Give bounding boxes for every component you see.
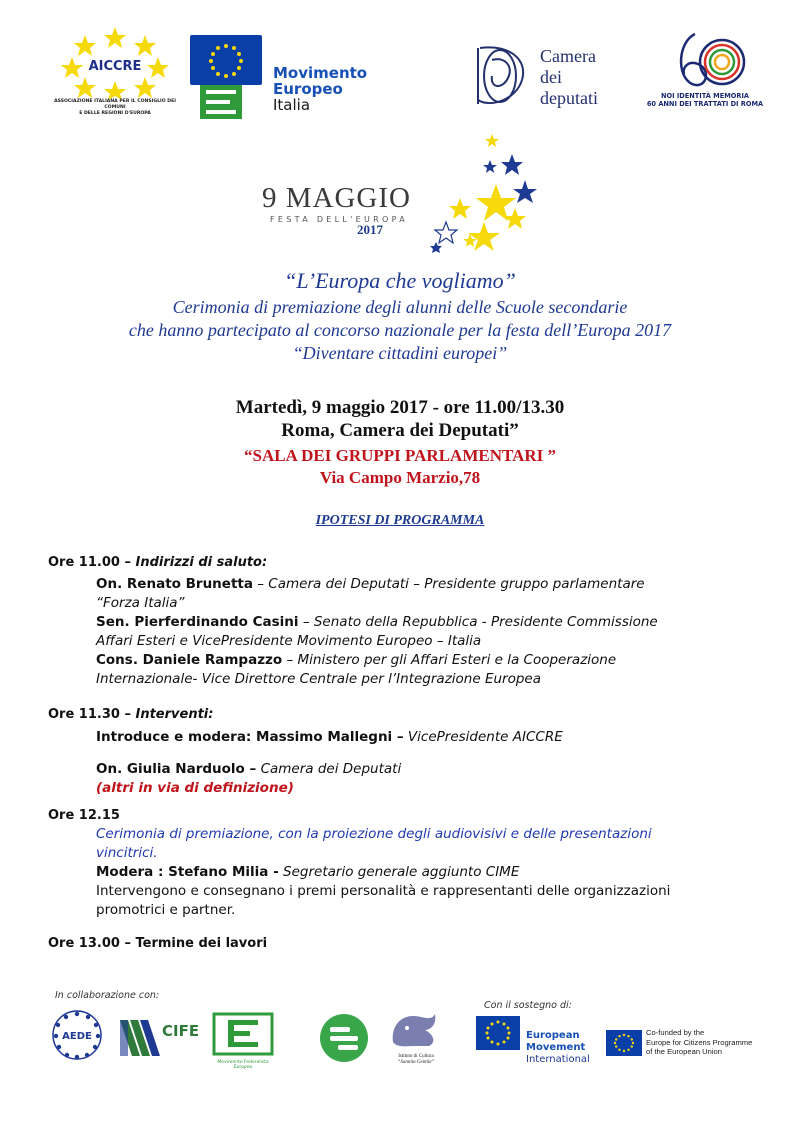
green-circle-e-icon [318, 1012, 370, 1064]
me-line-1: Movimento [273, 64, 368, 82]
session-4-time: Ore 13.00 [48, 936, 120, 951]
event-title: “L’Europa che vogliamo” [284, 268, 516, 293]
speaker-rampazzo-role: Internazionale- Vice Direttore Centrale per l’Integrazione Europea [96, 671, 541, 687]
speaker-casini-role: Affari Esteri e VicePresidente Movimento Europeo – Italia [96, 633, 482, 649]
support-label: Con il sostegno di: [484, 1000, 572, 1011]
me-green-block-icon [200, 85, 242, 119]
festa-subtitle: FESTA DELL'EUROPA [270, 215, 408, 224]
festa-europa-logo [250, 130, 550, 255]
emi-flag-icon [476, 1016, 520, 1050]
session-3-body [96, 825, 786, 920]
session-1-time: Ore 11.00 [48, 555, 120, 570]
svg-text:AICCRE: AICCRE [88, 59, 142, 74]
emi-line-2: Movement [526, 1042, 586, 1053]
camera-line-3: deputati [540, 88, 598, 108]
collaboration-label: In collaborazione con: [55, 990, 160, 1001]
eu-flag-icon [190, 35, 262, 85]
aiccre-star-circle-icon [50, 25, 180, 100]
emi-line-3: International [526, 1054, 590, 1065]
european-movement-international-logo [476, 1016, 601, 1070]
eu-small-flag-icon [606, 1030, 642, 1056]
emi-line-1: European [526, 1030, 580, 1041]
sixty-years-logo [640, 28, 770, 118]
speaker-brunetta: On. Renato Brunetta – Camera dei Deputati – Presidente gruppo parlamentare [96, 576, 645, 592]
speaker-casini: Sen. Pierferdinando Casini – Senato della Repubblica - Presidente Commissione [96, 614, 658, 630]
session-2-header: Ore 11.30 – Interventi: [48, 707, 214, 722]
ceremony-line-2: vincitrici. [96, 845, 158, 861]
session-4-header: Ore 13.00 – Termine dei lavori [48, 936, 268, 951]
camera-line-2: dei [540, 67, 562, 87]
svg-text:CIFE: CIFE [162, 1022, 200, 1040]
eu-line-1: Co-funded by the [646, 1028, 705, 1037]
mfe-e-icon [212, 1012, 274, 1056]
event-address: Via Campo Marzio,78 [319, 468, 481, 487]
aede-logo [48, 1008, 106, 1062]
movimento-europeo-logo [190, 35, 380, 125]
aede-star-icon [48, 1008, 106, 1062]
green-e-logo [318, 1012, 370, 1064]
sixty-caption-2: 60 ANNI DEI TRATTATI DI ROMA [646, 100, 764, 108]
more-speakers-note: (altri in via di definizione) [96, 780, 294, 796]
sixty-caption-1: NOI IDENTITÀ MEMORIA [660, 92, 750, 100]
svg-text:AEDE: AEDE [62, 1031, 92, 1042]
session-1-speakers [96, 575, 776, 689]
me-line-2: Europeo [273, 80, 343, 98]
ceremony-text-1: Intervengono e consegnano i premi personalità e rappresentanti delle organizzazioni [96, 883, 671, 899]
aiccre-caption-2: E DELLE REGIONI D'EUROPA [79, 111, 151, 116]
speaker-rampazzo: Cons. Daniele Rampazzo – Ministero per gli Affari Esteri e la Cooperazione [96, 652, 617, 668]
intro-line-2: che hanno partecipato al concorso nazionale per la festa dell’Europa 2017 [128, 320, 672, 340]
cife-logo [118, 1012, 200, 1062]
session-3-time: Ore 12.15 [48, 808, 120, 823]
stars-decoration-icon [400, 130, 550, 255]
lion-emblem-icon [385, 1008, 447, 1050]
istituto-line-2: “Sannita Gentile” [397, 1060, 435, 1065]
session-2-title: Interventi: [135, 707, 214, 722]
camera-line-1: Camera [540, 46, 596, 66]
ceremony-line-1: Cerimonia di premiazione, con la proiezione degli audiovisivi e delle presentazioni [96, 826, 652, 842]
ceremony-text-2: promotrici e partner. [96, 902, 236, 918]
me-line-3: Italia [273, 96, 311, 114]
sixty-emblem-icon [640, 28, 770, 90]
festa-year: 2017 [357, 222, 383, 237]
eu-line-2: Europe for Citizens Programme [646, 1037, 753, 1047]
mfe-caption: Movimento Federalista Europeo [217, 1060, 269, 1070]
eu-cofunded-logo [606, 1028, 776, 1062]
speaker-milia: Modera : Stefano Milia - Segretario generale aggiunto CIME [96, 864, 520, 880]
istituto-cultura-logo [385, 1008, 447, 1068]
speaker-brunetta-role: “Forza Italia” [96, 595, 185, 611]
event-date: Martedì, 9 maggio 2017 - ore 11.00/13.30 [235, 397, 565, 418]
istituto-line-1: Istituto di Cultura [398, 1054, 434, 1059]
aiccre-logo [50, 25, 180, 120]
intro-line-1: Cerimonia di premiazione degli alunni delle Scuole secondarie [172, 297, 628, 317]
event-room: “SALA DEI GRUPPI PARLAMENTARI ” [243, 446, 556, 465]
session-1-header: Ore 11.00 – Indirizzi di saluto: [48, 555, 268, 570]
aiccre-caption-1: ASSOCIAZIONE ITALIANA PER IL CONSIGLIO DEI COMUNI [54, 99, 176, 110]
cife-mark-icon [118, 1012, 200, 1062]
camera-monogram-icon [470, 40, 532, 112]
session-1-title: Indirizzi di saluto: [135, 555, 268, 570]
mfe-logo [212, 1012, 274, 1070]
intro-line-3: “Diventare cittadini europei” [292, 343, 508, 363]
event-place: Roma, Camera dei Deputati” [281, 420, 519, 441]
session-4-title: Termine dei lavori [135, 936, 268, 951]
program-heading: IPOTESI DI PROGRAMMA [315, 513, 485, 528]
session-2-time: Ore 11.30 [48, 707, 120, 722]
festa-title: 9 MAGGIO [262, 182, 411, 214]
camera-deputati-logo [470, 40, 620, 115]
speaker-mallegni: Introduce e modera: Massimo Mallegni – VicePresidente AICCRE [96, 729, 563, 745]
speaker-narduolo: On. Giulia Narduolo – Camera dei Deputati (altri in via di definizione) [96, 760, 776, 798]
eu-line-3: of the European Union [646, 1047, 722, 1056]
